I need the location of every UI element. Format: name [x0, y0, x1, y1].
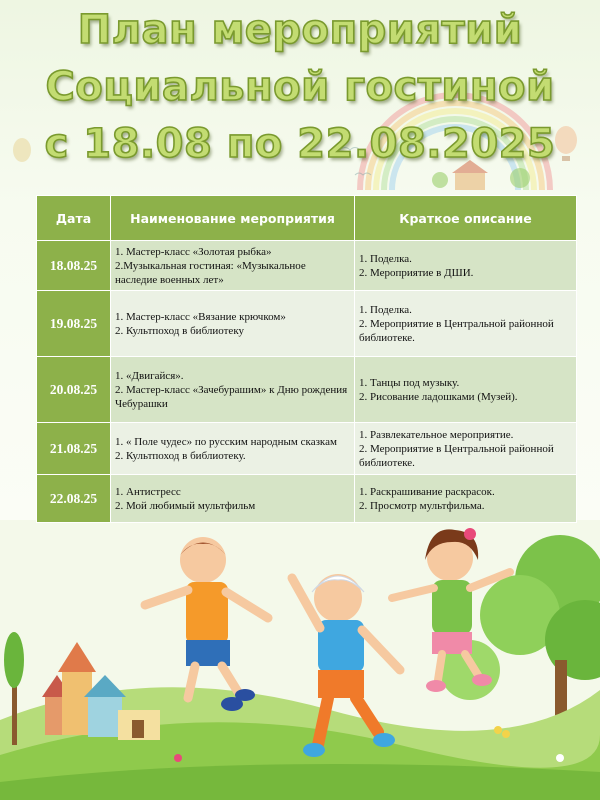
description-item: 2. Рисование ладошками (Музей). [359, 390, 518, 403]
row-events [111, 241, 355, 291]
title-line-1: План мероприятий [77, 7, 523, 53]
children-illustration [0, 520, 600, 800]
row-events [111, 423, 355, 475]
events-table [36, 195, 577, 523]
title-line-2: Социальной гостиной [45, 64, 555, 110]
row-date: 18.08.25 [37, 241, 111, 291]
table-row [37, 241, 577, 291]
description-item: 1. Развлекательное мероприятие. [359, 428, 514, 441]
row-descriptions [355, 291, 577, 357]
row-events [111, 357, 355, 423]
description-item: 2. Мероприятие в Центральной районной библиотеке. [359, 442, 554, 469]
header-description: Краткое описание [355, 196, 577, 241]
event-item: 2. Культпоход в библиотеку [115, 324, 245, 337]
description-item: 2. Просмотр мультфильма. [359, 499, 485, 512]
event-item: 1. Мастер-класс «Золотая рыбка» [115, 245, 272, 258]
table-row [37, 475, 577, 523]
event-item: 1. Мастер-класс «Вязание крючком» [115, 310, 286, 323]
page-title [0, 2, 600, 173]
description-item: 2. Мероприятие в Центральной районной библиотеке. [359, 317, 554, 344]
row-events [111, 291, 355, 357]
row-date: 22.08.25 [37, 475, 111, 523]
event-item: 2. Мой любимый мультфильм [115, 499, 256, 512]
header-date: Дата [37, 196, 111, 241]
table-row [37, 357, 577, 423]
event-item: 2. Мастер-класс «Зачебурашим» к Дню рождения Чебурашки [115, 383, 348, 410]
row-events [111, 475, 355, 523]
row-descriptions [355, 357, 577, 423]
row-descriptions [355, 241, 577, 291]
row-date: 19.08.25 [37, 291, 111, 357]
table-row [37, 291, 577, 357]
title-line-3: с 18.08 по 22.08.2025 [44, 121, 556, 167]
event-item: 1. Антистресс [115, 485, 181, 498]
event-item: 2. Культпоход в библиотеку. [115, 449, 246, 462]
description-item: 1. Танцы под музыку. [359, 376, 460, 389]
description-item: 1. Раскрашивание раскрасок. [359, 485, 495, 498]
description-item: 1. Поделка. [359, 252, 412, 265]
tree-icon [4, 632, 24, 688]
row-descriptions [355, 423, 577, 475]
event-item: 1. « Поле чудес» по русским народным сказкам [115, 435, 337, 448]
description-item: 2. Мероприятие в ДШИ. [359, 266, 474, 279]
event-item: 1. «Двигайся». [115, 369, 184, 382]
row-date: 21.08.25 [37, 423, 111, 475]
event-item: 2.Музыкальная гостиная: «Музыкальное наследие военных лет» [115, 259, 306, 286]
row-date: 20.08.25 [37, 357, 111, 423]
table-header-row [37, 196, 577, 241]
row-descriptions [355, 475, 577, 523]
description-item: 1. Поделка. [359, 303, 412, 316]
table-row [37, 423, 577, 475]
header-event-name: Наименование мероприятия [111, 196, 355, 241]
